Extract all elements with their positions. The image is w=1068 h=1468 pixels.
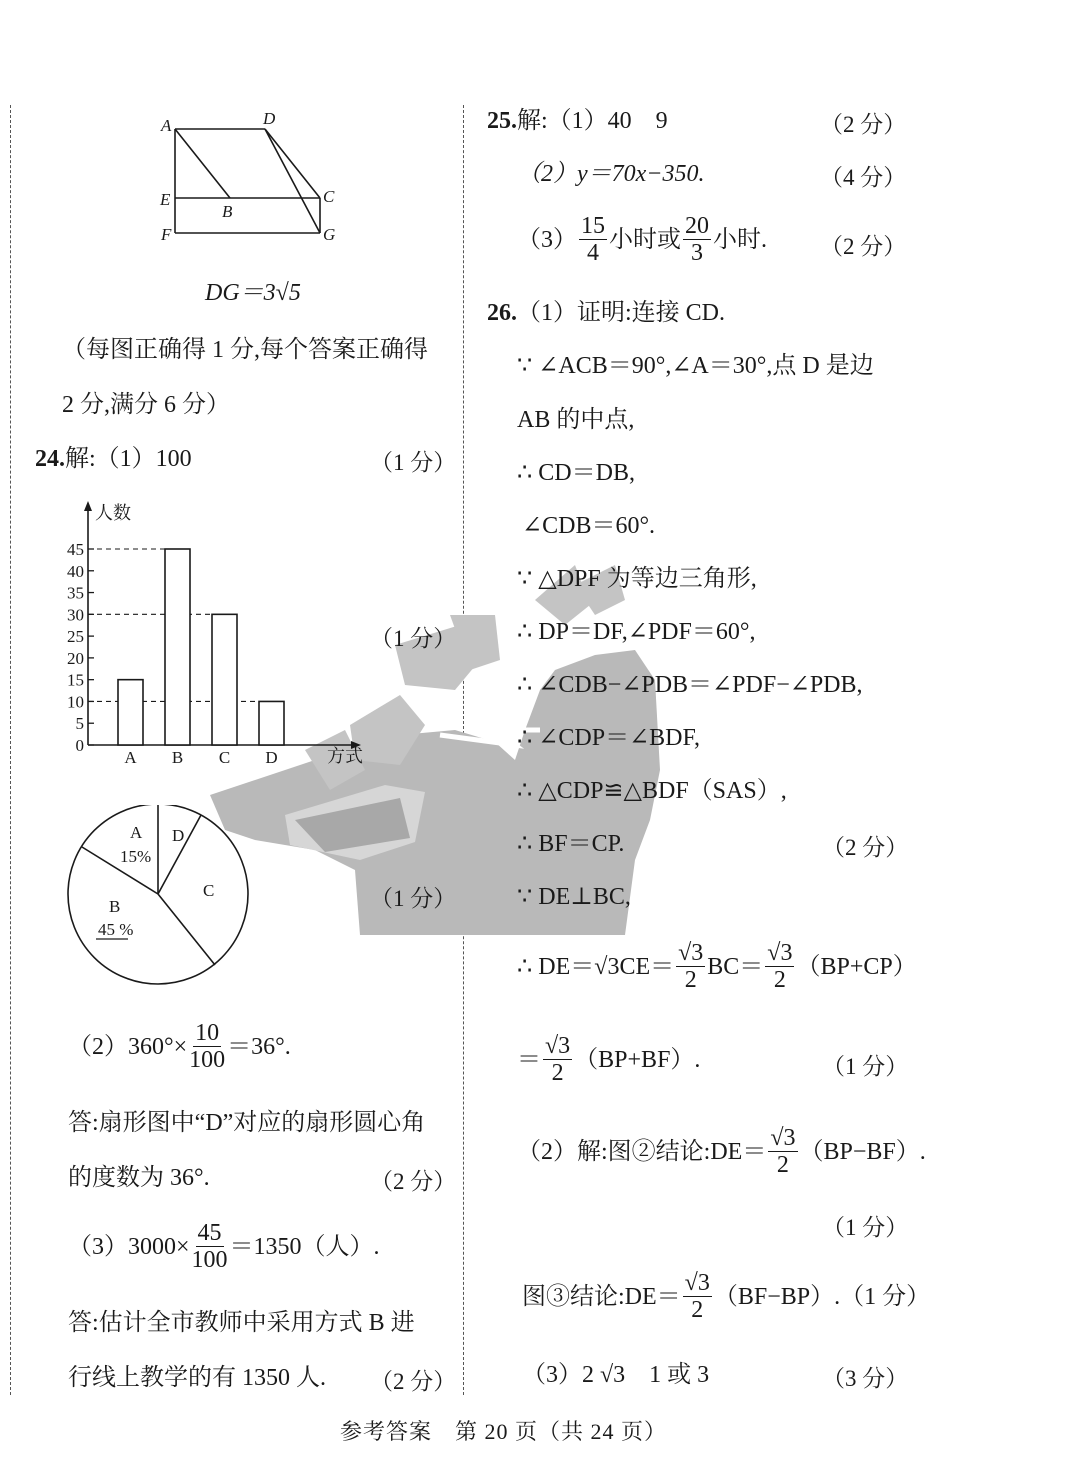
- q25-part3-mid: 小时或: [609, 226, 681, 253]
- q24-part2-den: 100: [189, 1047, 226, 1073]
- q26-l3: AB 的中点,: [517, 407, 635, 433]
- q23-geometry-figure: [150, 105, 360, 245]
- pie-pct-A: 15%: [120, 847, 152, 866]
- y-tick-label: 15: [67, 670, 84, 690]
- q26-l13-frac1-num: √3: [678, 940, 704, 966]
- q25-mark3: （2 分）: [820, 234, 907, 259]
- category-label-A: A: [124, 748, 137, 767]
- q26-l14: [517, 1033, 700, 1086]
- q25-number: 25.: [487, 108, 517, 134]
- category-label-C: C: [218, 748, 231, 767]
- pie-divider-c-b: [158, 894, 215, 965]
- y-tick-label: 10: [67, 692, 84, 712]
- category-label-D: D: [265, 748, 278, 767]
- q26-l14-b: （BP+BF）.: [574, 1046, 701, 1073]
- y-tick-label: 20: [67, 648, 84, 668]
- label-A: A: [161, 116, 172, 135]
- q26-l12: ∵ DE⊥BC,: [517, 884, 631, 910]
- q24-part1: 解:（1）100: [65, 446, 192, 472]
- q25-frac2: [683, 213, 711, 266]
- q26-l13-e: （BP+CP）: [796, 953, 917, 980]
- q26-l15-frac-den: 2: [776, 1152, 789, 1178]
- q24-part3-suffix: ＝1350（人）.: [229, 1233, 380, 1260]
- left-dashed-rule: [10, 105, 11, 1395]
- q26-line1: [487, 298, 725, 328]
- category-label-B: B: [171, 748, 184, 767]
- q24-part2-suffix: ＝36°.: [227, 1033, 291, 1060]
- q24-part2-num: 10: [195, 1020, 220, 1046]
- q24-ans3-line2: 行线上教学的有 1350 人.: [68, 1365, 326, 1391]
- q26-l13-b: √3: [594, 953, 620, 980]
- q25-frac1-num: 15: [581, 213, 605, 239]
- y-tick-label: 5: [75, 714, 84, 734]
- q24-ans2-line1: 答:扇形图中“D”对应的扇形圆心角: [68, 1110, 426, 1136]
- page-footer: 参考答案 第 20 页（共 24 页）: [340, 1419, 668, 1444]
- y-axis-label: 人数: [95, 503, 131, 523]
- q26-number: 26.: [487, 300, 517, 326]
- q24-number: 24.: [35, 446, 65, 472]
- q24-mark3: （2 分）: [370, 1369, 457, 1394]
- q24-part3: [68, 1220, 380, 1273]
- q26-l15-b: （BP−BF）.: [799, 1138, 926, 1165]
- q26-l6: ∵ △DPF 为等边三角形,: [517, 566, 757, 592]
- q26-l15-a: （2）解:图②结论:DE＝: [517, 1138, 767, 1165]
- q26-l16-a: 图③结论:DE＝: [522, 1283, 681, 1310]
- y-tick-label: 45: [67, 540, 84, 559]
- bar-A: [118, 680, 143, 745]
- q26-l15-frac-num: √3: [770, 1125, 796, 1151]
- q25-frac1-den: 4: [587, 240, 599, 266]
- q26-l9: ∴ ∠CDP＝∠BDF,: [517, 725, 700, 751]
- q26-l13-c: CE＝: [619, 953, 675, 980]
- q24-bar-chart: [55, 495, 385, 775]
- q24-ans2-line2: 的度数为 36°.: [68, 1165, 210, 1191]
- q26-l13-a: ∴ DE＝: [517, 953, 595, 980]
- q25-frac2-num: 20: [685, 213, 709, 239]
- q26-l16-frac-num: √3: [684, 1270, 710, 1296]
- pie-label-D: D: [172, 826, 185, 845]
- q24-part2-prefix: （2）360°×: [68, 1033, 188, 1060]
- q26-m17: （3 分）: [822, 1366, 909, 1391]
- y-tick-label: 30: [67, 605, 84, 625]
- q24-part2: [68, 1020, 291, 1073]
- q24-mark1: （1 分）: [370, 450, 457, 475]
- q26-l14-a: ＝: [517, 1046, 541, 1073]
- y-tick-label: 40: [67, 561, 84, 581]
- q25-part3-prefix: （3）: [517, 226, 577, 253]
- q24-part3-prefix: （3）3000×: [68, 1233, 190, 1260]
- q24-mark2: （2 分）: [370, 1169, 457, 1194]
- y-tick-label: 25: [67, 627, 84, 647]
- pie-pct-B: 45 %: [98, 920, 134, 939]
- label-F: F: [161, 225, 172, 244]
- pie-label-A: A: [130, 823, 143, 842]
- q25-frac1: [579, 213, 607, 266]
- q24-line1: [35, 444, 192, 474]
- y-axis-arrow: [84, 501, 92, 511]
- q26-m15: （1 分）: [822, 1215, 909, 1240]
- label-D: D: [263, 109, 276, 128]
- q26-l13-frac1: [676, 940, 705, 993]
- q24-ans3-line1: 答:估计全市教师中采用方式 B 进: [68, 1310, 415, 1336]
- y-tick-label: 35: [67, 583, 84, 603]
- q25-part1: 解:（1）40 9: [517, 108, 668, 134]
- bar-B: [165, 549, 190, 745]
- q26-l14-frac: [543, 1033, 572, 1086]
- q26-l17: （3）2 √3 1 或 3: [522, 1362, 710, 1388]
- pie-label-B: B: [109, 897, 121, 916]
- q25-part3: [517, 213, 767, 266]
- q23-note-line2: 2 分,满分 6 分）: [62, 392, 230, 418]
- q23-note-line1: （每图正确得 1 分,每个答案正确得: [62, 337, 428, 363]
- q24-bar-mark: （1 分）: [370, 626, 457, 651]
- q25-frac2-den: 3: [691, 240, 703, 266]
- q25-part3-suffix: 小时.: [713, 226, 767, 253]
- q24-part3-den: 100: [191, 1247, 228, 1273]
- pie-label-C: C: [203, 881, 215, 900]
- q26-l1: （1）证明:连接 CD.: [517, 300, 726, 326]
- bar-C: [212, 614, 237, 745]
- q26-l16-frac: [683, 1270, 712, 1323]
- q26-l13-frac2-num: √3: [767, 940, 793, 966]
- q26-l10: ∴ △CDP≌△BDF（SAS）,: [517, 778, 787, 804]
- q26-l2: ∵ ∠ACB＝90°,∠A＝30°,点 D 是边: [517, 353, 874, 379]
- label-G: G: [323, 225, 336, 244]
- q25-mark1: （2 分）: [820, 112, 907, 137]
- q26-l4: ∴ CD＝DB,: [517, 460, 635, 486]
- q26-l13-d: BC＝: [707, 953, 764, 980]
- q26-l13: [517, 940, 917, 993]
- q26-l7: ∴ DP＝DF,∠PDF＝60°,: [517, 619, 756, 645]
- q26-m11: （2 分）: [822, 835, 909, 860]
- q26-l13-frac2: [765, 940, 794, 993]
- q25-part2: （2）y＝70x−350.: [517, 161, 705, 187]
- q26-l14-frac-den: 2: [551, 1060, 564, 1086]
- q24-pie-chart: [60, 805, 260, 985]
- q26-l14-frac-num: √3: [545, 1033, 571, 1059]
- q25-mark2: （4 分）: [820, 165, 907, 190]
- q26-l8: ∴ ∠CDB−∠PDB＝∠PDF−∠PDB,: [517, 672, 863, 698]
- q26-l11: ∴ BF＝CP.: [517, 831, 625, 857]
- q25-line1: [487, 106, 668, 136]
- q26-l16-frac-den: 2: [691, 1297, 704, 1323]
- x-axis-label: 方式: [327, 746, 363, 766]
- q26-l15-frac: [768, 1125, 797, 1178]
- q26-l13-frac1-den: 2: [684, 967, 697, 993]
- q23-answer: DG＝3√5: [205, 280, 301, 306]
- q26-l15: [517, 1125, 926, 1178]
- bar-D: [259, 701, 284, 745]
- label-B: B: [222, 202, 233, 221]
- q26-m14: （1 分）: [822, 1054, 909, 1079]
- q26-l5: ∠CDB＝60°.: [522, 513, 656, 539]
- label-C: C: [323, 187, 335, 206]
- q24-part3-num: 45: [197, 1220, 222, 1246]
- y-tick-label: 0: [75, 736, 84, 755]
- label-E: E: [160, 190, 171, 209]
- q24-pie-mark: （1 分）: [370, 886, 457, 911]
- q24-part2-fraction: [189, 1020, 225, 1073]
- q26-l13-frac2-den: 2: [773, 967, 786, 993]
- q26-l16: [522, 1270, 930, 1323]
- q26-l16-b: （BF−BP）.（1 分）: [713, 1283, 931, 1310]
- q24-part3-fraction: [192, 1220, 228, 1273]
